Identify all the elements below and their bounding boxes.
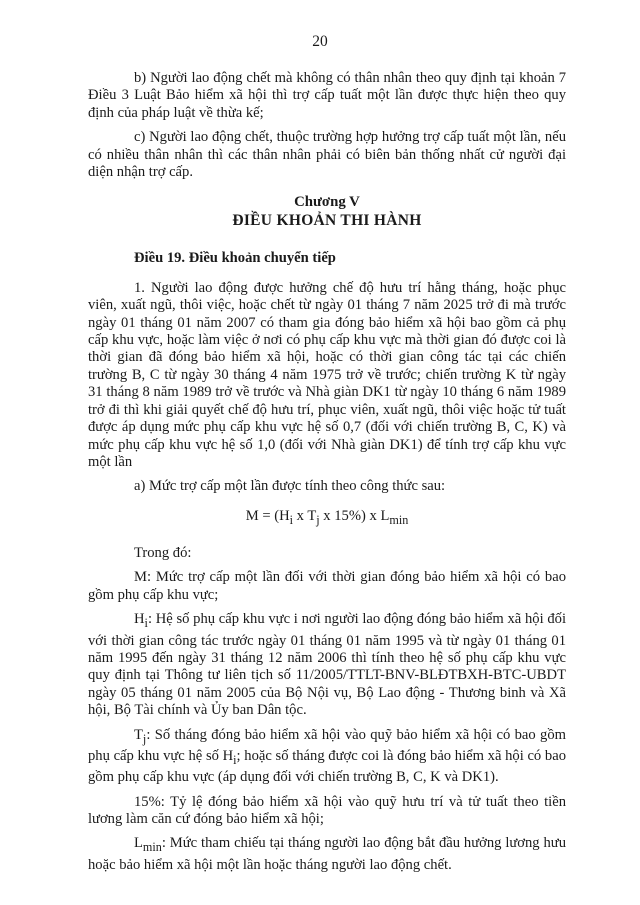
definition-tj bbox=[88, 727, 566, 787]
clause-1: 1. Người lao động được hưởng chế độ hưu trí hằng tháng, hoặc phục viên, xuất ngũ, thôi việc, hoặc chết từ ngày 01 tháng 7 năm 2025 trở đi mà trước ngày 01 tháng 01 năm 2007 có tham gia đóng bảo hiểm xã hội bao gồm cả phụ cấp khu vực, hoặc làm việc ở nơi có phụ cấp khu vực mà thời gian đó được coi là thời gian đã đóng bảo hiểm xã hội, hoặc có thời gian công tác tại các chiến trường B, C từ ngày 30 tháng 4 năm 1975 trở về trước; chiến trường K từ ngày 31 tháng 8 năm 1989 trở về trước và Nhà giàn DK1 từ ngày 10 tháng 6 năm 1989 trở đi thì khi giải quyết chế độ hưu trí, phục viên, xuất ngũ, thôi việc hoặc tử tuất được áp dụng mức phụ cấp khu vực hệ số 0,7 (đối với chiến trường B, C, K) và mức phụ cấp khu vực hệ số 1,0 (đối với Nhà giàn DK1) để tính trợ cấp khu vực một lần bbox=[88, 279, 566, 470]
point-a: a) Mức trợ cấp một lần được tính theo công thức sau: bbox=[134, 478, 446, 495]
where-label: Trong đó: bbox=[134, 545, 192, 562]
hi-text: : Hệ số phụ cấp khu vực i nơi người lao động đóng bảo hiểm xã hội đối với thời gian công tác trước ngày 01 tháng 01 năm 1995 và từ ngày 01 tháng 01 năm 1995 đến ngày 31 tháng 12 năm 2006 thì tính theo hệ số phụ cấp khu vực quy định tại Thông tư liên tịch số 11/2005/TTLT-BNV-BLĐTBXH-BTC-UBDT ngày 05 tháng 01 năm 2005 của Bộ Nội vụ, Bộ Lao động - Thương binh và Xã hội, Bộ Tài chính và Ủy ban Dân tộc. bbox=[88, 611, 566, 719]
lmin-subscript: min bbox=[142, 840, 162, 855]
tj-subscript: j bbox=[142, 731, 147, 746]
definition-m: M: Mức trợ cấp một lần đối với thời gian đóng bảo hiểm xã hội có bao gồm phụ cấp khu vực; bbox=[88, 569, 566, 603]
formula-rest: x 15%) x L bbox=[319, 507, 390, 524]
paragraph-c: c) Người lao động chết, thuộc trường hợp hưởng trợ cấp tuất một lần, nếu có nhiều thân nhân thì các thân nhân phải có biên bản thống nhất cử người đại diện nhận trợ cấp. bbox=[88, 129, 566, 181]
article-title: Điều 19. Điều khoản chuyển tiếp bbox=[134, 250, 336, 267]
document-body bbox=[88, 70, 566, 881]
tj-symbol: T bbox=[134, 726, 143, 743]
definition-15: 15%: Tỷ lệ đóng bảo hiểm xã hội vào quỹ hưu trí và tử tuất theo tiền lương làm căn cứ đóng bảo hiểm xã hội; bbox=[88, 793, 566, 828]
formula-lhs: M = (H bbox=[245, 507, 290, 524]
tj-text-b: ; hoặc số tháng được coi là đóng bảo hiểm xã hội có bao gồm phụ cấp khu vực (áp dụng đối với chiến trường B, C, K và DK1). bbox=[88, 747, 566, 786]
hi-symbol: H bbox=[134, 611, 145, 628]
definition-hi bbox=[88, 611, 566, 719]
tj-text-a: : Số tháng đóng bảo hiểm xã hội vào quỹ bảo hiểm xã hội có bao gồm phụ cấp khu vực hệ số H bbox=[88, 726, 566, 764]
hi-subscript: i bbox=[144, 616, 148, 631]
lmin-text: : Mức tham chiếu tại tháng người lao động bắt đầu hưởng lương hưu hoặc bảo hiểm xã hội một lần hoặc tháng người lao động chết. bbox=[88, 835, 566, 873]
formula-mid: x T bbox=[293, 507, 317, 524]
definition-lmin bbox=[88, 835, 566, 874]
lmin-symbol: L bbox=[134, 835, 143, 852]
formula-sub-i: i bbox=[289, 512, 293, 527]
tj-subscript-2: i bbox=[233, 752, 237, 767]
formula-sub-min: min bbox=[389, 512, 409, 527]
chapter-heading: Chương V bbox=[294, 194, 360, 211]
formula-sub-j: j bbox=[316, 512, 320, 527]
chapter-title: ĐIỀU KHOẢN THI HÀNH bbox=[232, 212, 422, 230]
paragraph-b: b) Người lao động chết mà không có thân nhân theo quy định tại khoản 7 Điều 3 Luật Bảo hiểm xã hội thì trợ cấp tuất một lần được thực hiện theo quy định của pháp luật về thừa kế; bbox=[88, 70, 566, 121]
formula bbox=[88, 508, 566, 529]
page-number: 20 bbox=[312, 33, 328, 50]
